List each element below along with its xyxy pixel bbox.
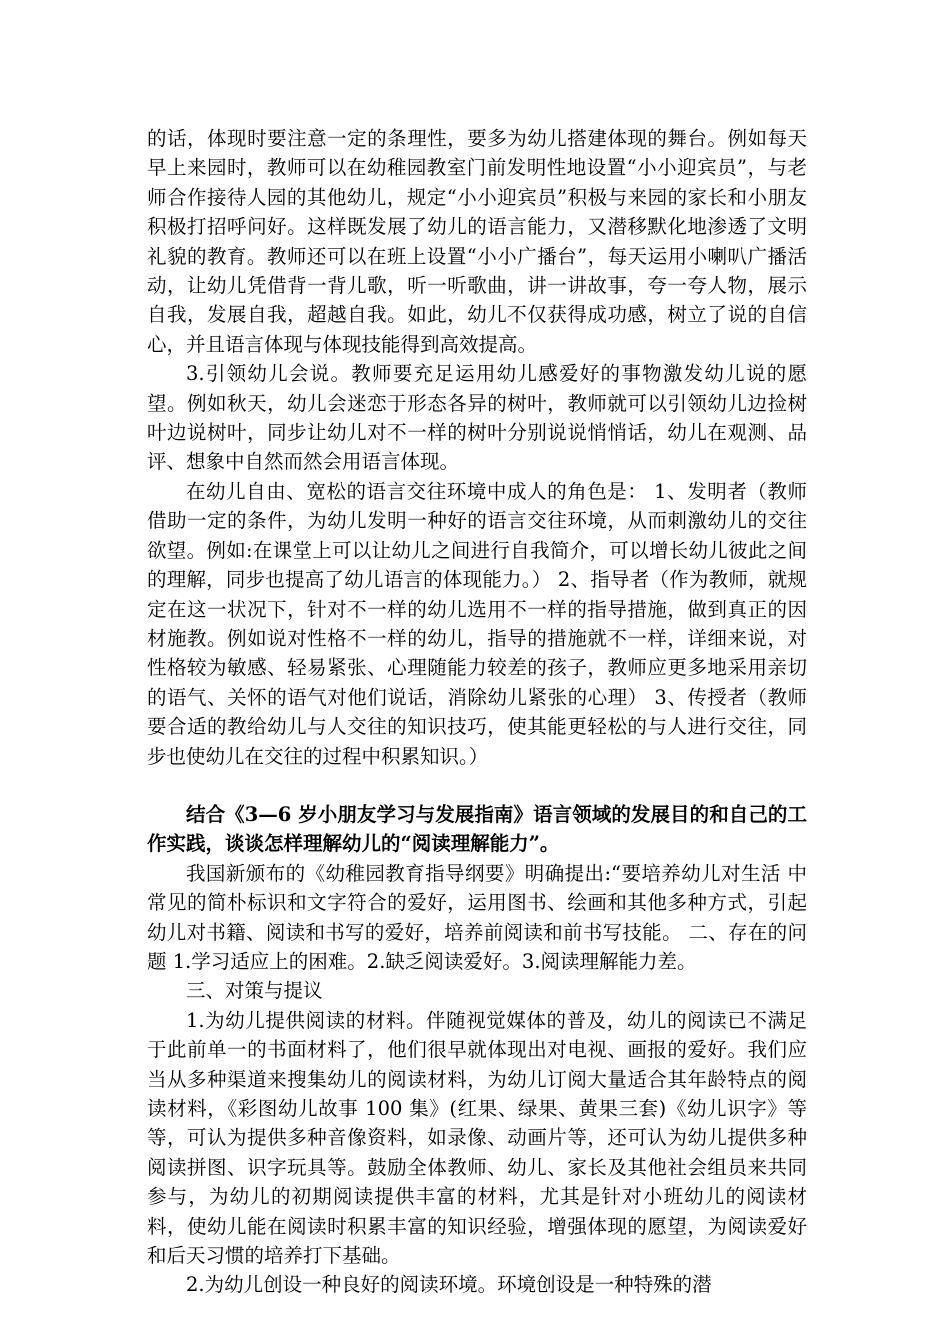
document-body (147, 124, 807, 1300)
paragraph-6: 1.为幼儿提供阅读的材料。伴随视觉媒体的普及，幼儿的阅读已不满足于此前单一的书面材料了，他们很早就体现出对电视、画报的爱好。我们应当从多种渠道来搜集幼儿的阅读材料，为幼儿订阅大量适合其年龄特点的阅读材料，《彩图幼儿故事 100 集》(红果、绿果、黄果三套)《幼儿识字》等等，可认为提供多种音像资料，如录像、动画片等，还可认为幼儿提供多种阅读拼图、识字玩具等。鼓励全体教师、幼儿、家长及其他社会组员来共同参与，为幼儿的初期阅读提供丰富的材料，尤其是针对小班幼儿的阅读材料，使幼儿能在阅读时积累丰富的知识经验，增强体现的愿望，为阅读爱好和后天习惯的培养打下基础。 (147, 1008, 807, 1268)
paragraph-5: 三、对策与提议 (186, 979, 323, 1003)
section-heading: 结合《3—6 岁小朋友学习与发展指南》语言领域的发展目的和自己的工作实践，谈谈怎样理解幼儿的“阅读理解能力”。 (147, 802, 807, 856)
paragraph-2: 3.引领幼儿会说。教师要充足运用幼儿感爱好的事物激发幼儿说的愿望。例如秋天，幼儿会迷恋于形态各异的树叶，教师就可以引领幼儿边捡树叶边说树叶，同步让幼儿对不一样的树叶分别说说悄悄话，幼儿在观测、品评、想象中自然而然会用语言体现。 (147, 362, 807, 474)
paragraph-3: 在幼儿自由、宽松的语言交往环境中成人的角色是： 1、发明者（教师借助一定的条件，为幼儿发明一种好的语言交往环境，从而刺激幼儿的交往欲望。例如:在课堂上可以让幼儿之间进行自我简介，可以增长幼儿彼此之间的理解，同步也提高了幼儿语言的体现能力。） 2、指导者（作为教师，就规定在这一状况下，针对不一样的幼儿选用不一样的指导措施，做到真正的因材施教。例如说对性格不一样的幼儿，指导的措施就不一样，详细来说，对性格较为敏感、轻易紧张、心理随能力较差的孩子，教师应更多地采用亲切的语气、关怀的语气对他们说话，消除幼儿紧张的心理） 3、传授者（教师要合适的教给幼儿与人交往的知识技巧，使其能更轻松的与人进行交往，同步也使幼儿在交往的过程中积累知识。） (147, 479, 807, 768)
paragraph-7: 2.为幼儿创设一种良好的阅读环境。环境创设是一种特殊的潜 (186, 1273, 712, 1297)
paragraph-1: 的话，体现时要注意一定的条理性，要多为幼儿搭建体现的舞台。例如每天早上来园时，教师可以在幼稚园教室门前发明性地设置“小小迎宾员”，与老师合作接待人园的其他幼儿，规定“小小迎宾员”积极与来园的家长和小朋友积极打招呼问好。这样既发展了幼儿的语言能力，又潜移默化地渗透了文明礼貌的教育。教师还可以在班上设置“小小广播台”，每天运用小喇叭广播活动，让幼儿凭借背一背儿歌，听一听歌曲，讲一讲故事，夸一夸人物，展示自我，发展自我，超越自我。如此，幼儿不仅获得成功感，树立了说的自信心，并且语言体现与体现技能得到高效提高。 (147, 127, 807, 356)
paragraph-4: 我国新颁布的《幼稚园教育指导纲要》明确提出:“要培养幼儿对生活 中常见的简朴标识和文字符合的爱好，运用图书、绘画和其他多种方式，引起幼儿对书籍、阅读和书写的爱好，培养前阅读和前书写技能。 二、存在的问题 1.学习适应上的困难。2.缺乏阅读爱好。3.阅读理解能力差。 (147, 861, 807, 973)
